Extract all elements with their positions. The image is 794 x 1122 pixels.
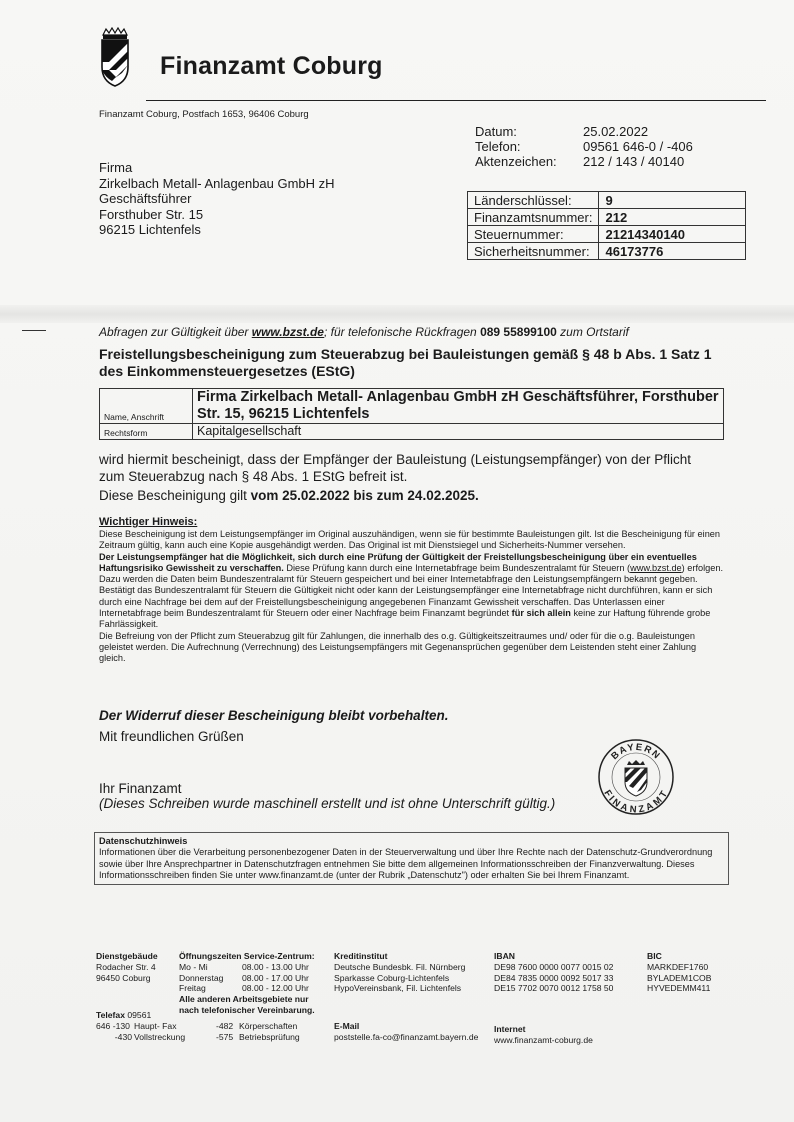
note-bold: Der Leistungsempfänger hat die Möglichkeit, sich durch eine Prüfung der Gültigkeit der Freistellungsbescheinigung über ein eventuelles Haftungsrisiko Gewissheit zu verschaffen. <box>99 551 697 573</box>
tax-id-table <box>467 191 746 260</box>
bank-label: Kreditinstitut <box>334 951 388 961</box>
id-label: Steuernummer: <box>468 226 599 243</box>
exemption-text: wird hiermit bescheinigt, dass der Empfänger der Bauleistung (Leistungsempfänger) von der Pflicht zum Steuerabzug nach § 48 Abs. 1 EStG befreit ist. <box>99 452 692 484</box>
online-middle: ; für telefonische Rückfragen <box>323 325 481 339</box>
meta-value: 09561 646-0 / -406 <box>583 139 693 154</box>
internet-link[interactable]: www.finanzamt-coburg.de <box>494 1034 593 1045</box>
bic-value: BYLADEM1COB <box>647 972 712 983</box>
note-text: keine zur Haftung führende grobe Fahrlässigkeit. <box>99 608 711 630</box>
iban-label: IBAN <box>494 951 516 961</box>
note-bold: für sich allein <box>511 608 571 619</box>
signer: Ihr Finanzamt <box>99 781 182 796</box>
hours-time: 08.00 - 12.00 Uhr <box>242 983 309 994</box>
building-label: Dienstgebäude <box>96 951 158 961</box>
recipient-line: Zirkelbach Metall- Anlagenbau GmbH zH <box>99 175 335 191</box>
id-value: 21214340140 <box>599 226 746 243</box>
building-line: 96450 Coburg <box>96 972 151 983</box>
letter-meta <box>475 124 693 169</box>
recipient-line: Firma <box>99 160 133 175</box>
fax-prefix: 09561 <box>127 1010 152 1020</box>
footer-iban <box>494 951 613 994</box>
table-row <box>100 424 724 440</box>
fold-mark <box>22 330 46 331</box>
footer-bank <box>334 951 465 994</box>
iban-value: DE84 7835 0000 0092 5017 33 <box>494 972 614 983</box>
valid-prefix: Diese Bescheinigung gilt <box>99 488 251 503</box>
greeting: Mit freundlichen Grüßen <box>99 729 244 744</box>
footer-internet <box>494 1024 593 1046</box>
id-value: 212 <box>599 209 746 226</box>
fax-number: -575 <box>216 1031 234 1042</box>
recipient-line: 96215 Lichtenfels <box>99 222 201 237</box>
bic-value: HYVEDEMM411 <box>647 983 711 994</box>
table-row <box>468 243 746 260</box>
building-line: Rodacher Str. 4 <box>96 961 156 972</box>
meta-value: 25.02.2022 <box>583 124 649 139</box>
id-label: Sicherheitsnummer: <box>468 243 599 260</box>
table-row <box>468 209 746 226</box>
name-label: Name, Anschrift <box>100 389 193 424</box>
letter-footer <box>96 951 776 1056</box>
bic-label: BIC <box>647 951 662 961</box>
company-table <box>99 388 724 440</box>
fax-desc: Körperschaften <box>239 1020 298 1031</box>
id-value: 46173776 <box>599 243 746 260</box>
table-row <box>468 192 746 209</box>
table-row <box>100 389 724 424</box>
online-prefix: Abfragen zur Gültigkeit über <box>99 325 252 339</box>
footer-email <box>334 1021 478 1043</box>
fax-row <box>96 1032 300 1043</box>
hours-time: 08.00 - 17.00 Uhr <box>242 972 309 983</box>
privacy-heading: Datenschutzhinweis <box>99 836 188 846</box>
office-title: Finanzamt Coburg <box>160 52 383 80</box>
meta-label: Datum: <box>475 124 517 139</box>
iban-value: DE15 7702 0070 0012 1758 50 <box>494 983 614 994</box>
return-address: Finanzamt Coburg, Postfach 1653, 96406 Coburg <box>99 109 309 120</box>
fax-number: 646 -130 <box>96 1020 130 1031</box>
footer-building <box>96 951 158 983</box>
meta-label: Aktenzeichen: <box>475 154 557 169</box>
internet-label: Internet <box>494 1024 526 1034</box>
note-text: ) erfolgen. Dazu werden die Daten beim Bundeszentralamt für Steuern gespeichert und bei einer Internetabfrage den Leistungsempfängern bekannt gegeben. Bestätigt das Bundeszentralamt für Steuern die Gültigkeit nicht oder kann der Leistungsempfänger eine Internetabfrage nicht durchführen, kann er sich durch eine Nachfrage bei dem auf der Freistellungsbescheinigung angegebenen Finanzamt Gewissheit verschaffen. Das Unterlassen einer Internetabfrage beim Bundeszentralamt für Steuern oder einer Nachfrage beim Finanzamt begründet <box>99 562 724 619</box>
important-note-heading: Wichtiger Hinweis: <box>99 516 198 528</box>
footer-bic <box>647 951 711 994</box>
bavarian-crest-icon <box>100 27 130 87</box>
revocation-note: Der Widerruf dieser Bescheinigung bleibt vorbehalten. <box>99 708 449 723</box>
id-label: Finanzamtsnummer: <box>468 209 599 226</box>
paper-fold <box>0 305 794 323</box>
bank-name: Sparkasse Coburg-Lichtenfels <box>334 972 450 983</box>
seal-text-bottom: FINANZAMT <box>601 788 671 816</box>
note-text: Diese Prüfung kann durch eine Internetabfrage beim Bundeszentralamt für Steuern ( <box>283 562 631 573</box>
validity-query-line <box>99 325 629 339</box>
bank-name: Deutsche Bundesbk. Fil. Nürnberg <box>334 961 466 972</box>
fax-row <box>96 1021 300 1032</box>
meta-value: 212 / 143 / 40140 <box>583 154 685 169</box>
fax-number: -482 <box>216 1020 234 1031</box>
validity-period <box>99 488 479 503</box>
footer-fax <box>96 1010 300 1042</box>
note-paragraph: Die Befreiung von der Pflicht zum Steuerabzug gilt für Zahlungen, die innerhalb des o.g. Gültigkeitszeitraumes und/ oder für die o.g. Bauleistungen geleistet werden. Die Aufrechnung (Verrechnung) des Leistungsempfängers mit Gegenansprüchen gegenüber dem Leistenden steht einer Zahlung gleich. <box>99 630 697 664</box>
note-paragraph: Diese Bescheinigung ist dem Leistungsempfänger im Original auszuhändigen, wenn sie für bestimmte Bauleistungen gilt. Ist die Bescheinigung für einen Zeitraum gültig, kann auch eine Kopie ausgehändigt werden. Das Original ist mit Dienstsiegel und Sicherheits-Nummer versehen. <box>99 529 721 551</box>
fax-number: -430 <box>114 1031 132 1042</box>
bic-value: MARKDEF1760 <box>647 961 709 972</box>
legal-form-label: Rechtsform <box>100 424 193 440</box>
hours-day: Freitag <box>179 983 206 994</box>
fax-label: Telefax <box>96 1010 125 1020</box>
hours-row <box>179 973 315 984</box>
bzst-link[interactable]: www.bzst.de <box>251 325 324 339</box>
certificate-title: Freistellungsbescheinigung zum Steuerabzug bei Bauleistungen gemäß § 48 b Abs. 1 Satz 1 des Einkommensteuergesetzes (EStG) <box>99 346 712 379</box>
phone-number: 089 55899100 <box>480 325 557 339</box>
hours-time: 08.00 - 13.00 Uhr <box>242 961 309 972</box>
important-note-body <box>99 529 725 665</box>
fax-desc: Haupt- Fax <box>134 1020 177 1031</box>
hours-row <box>179 962 315 973</box>
iban-value: DE98 7600 0000 0077 0015 02 <box>494 961 614 972</box>
recipient-line: Geschäftsführer <box>99 191 192 206</box>
hours-label: Öffnungszeiten Service-Zentrum: <box>179 951 315 961</box>
privacy-text: Informationen über die Verarbeitung personenbezogener Daten in der Steuerverwaltung und über Ihre Rechte nach der Datenschutz-Grundverordnung sowie über Ihre Ansprechpartner in Datenschutzfragen entnehmen Sie bitte dem allgemeinen Informationsschreiben der Finanzverwaltung. Dieses Informationsschreiben finden Sie unter www.finanzamt.de (unter der Rubrik „Datenschutz") oder erhalten Sie bei Ihrem Finanzamt. <box>99 847 713 880</box>
bzst-link[interactable]: www.bzst.de <box>630 562 682 573</box>
hours-note: nach telefonischer Vereinbarung. <box>179 1004 315 1015</box>
name-value: Firma Zirkelbach Metall- Anlagenbau GmbH zH Geschäftsführer, Forsthuber Str. 15, 96215 Lichtenfels <box>193 389 724 424</box>
privacy-notice <box>94 832 729 885</box>
fax-desc: Vollstreckung <box>134 1031 186 1042</box>
hours-row <box>179 983 315 994</box>
id-value: 9 <box>599 192 746 209</box>
online-suffix: zum Ortstarif <box>556 325 629 339</box>
hours-day: Donnerstag <box>179 972 224 983</box>
hours-day: Mo - Mi <box>179 961 208 972</box>
machine-generated-note: (Dieses Schreiben wurde maschinell erstellt und ist ohne Unterschrift gültig.) <box>99 796 556 811</box>
table-row <box>468 226 746 243</box>
email-address[interactable]: poststelle.fa-co@finanzamt.bayern.de <box>334 1031 479 1042</box>
hours-note: Alle anderen Arbeitsgebiete nur <box>179 994 309 1005</box>
header-divider <box>146 100 766 101</box>
recipient-address <box>99 160 335 238</box>
bank-name: HypoVereinsbank, Fil. Lichtenfels <box>334 983 462 994</box>
email-label: E-Mail <box>334 1021 360 1031</box>
id-label: Länderschlüssel: <box>468 192 599 209</box>
meta-label: Telefon: <box>475 139 521 154</box>
seal-text-top: BAYERN <box>609 741 663 763</box>
footer-hours <box>179 951 315 1016</box>
note-paragraph <box>99 552 725 631</box>
legal-form-value: Kapitalgesellschaft <box>193 424 724 440</box>
fax-desc: Betriebsprüfung <box>239 1031 300 1042</box>
recipient-line: Forsthuber Str. 15 <box>99 206 204 222</box>
official-seal-icon <box>597 738 675 816</box>
valid-range: vom 25.02.2022 bis zum 24.02.2025. <box>250 488 479 503</box>
